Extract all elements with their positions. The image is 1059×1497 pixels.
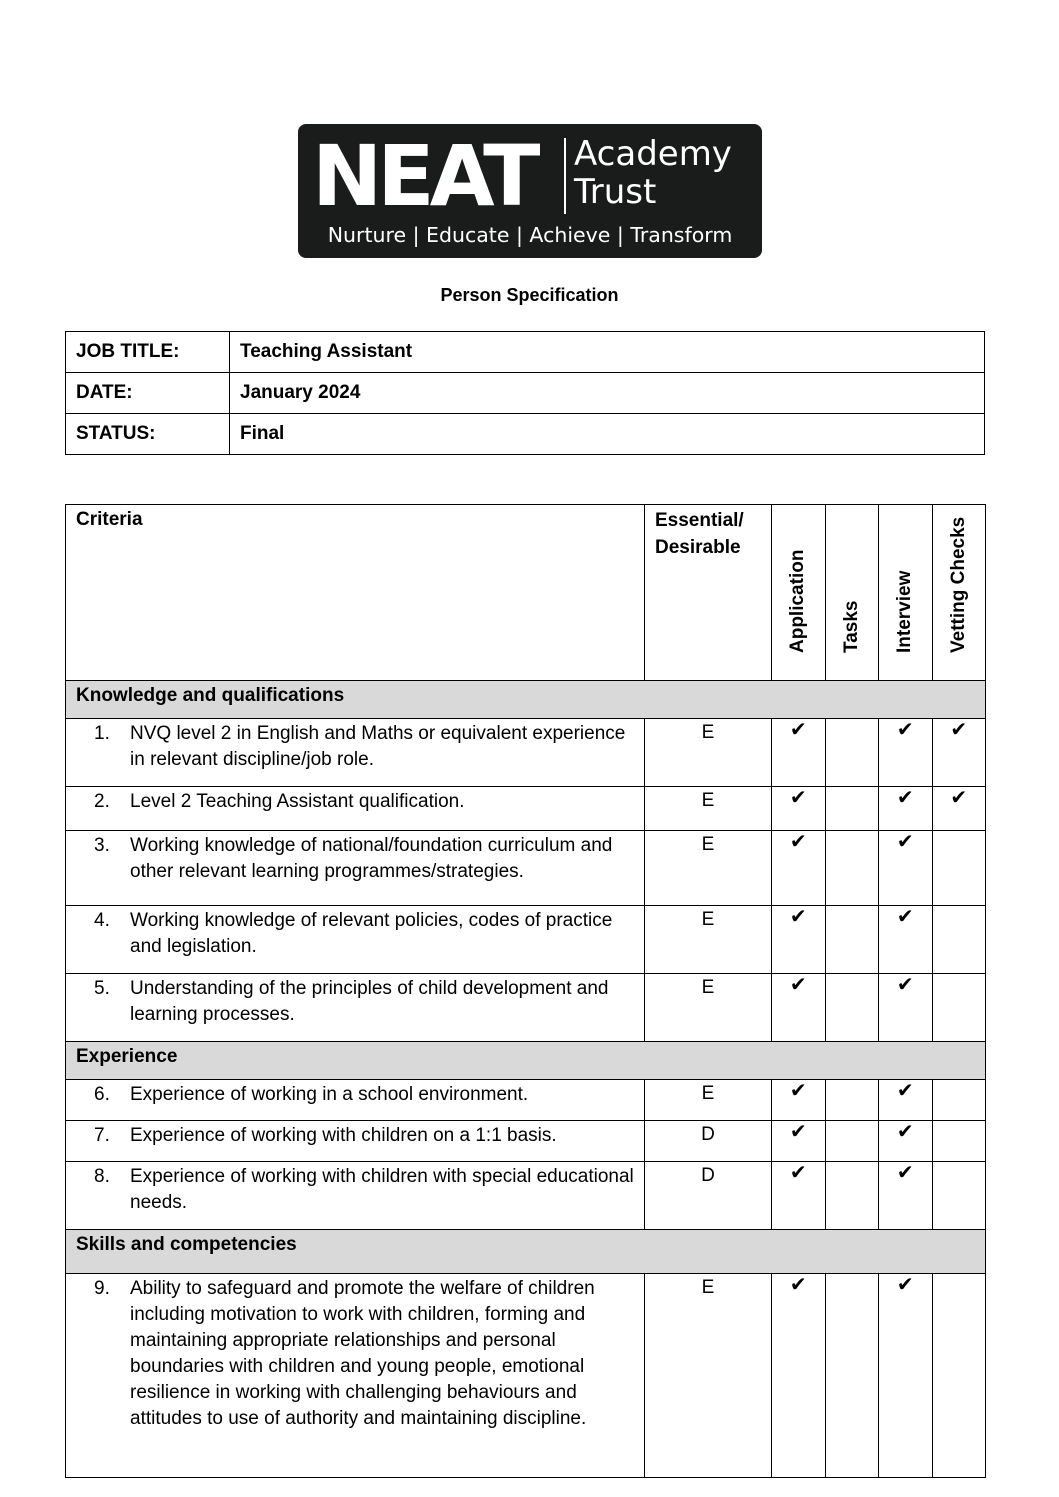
interview-header bbox=[879, 505, 933, 681]
interview-check-cell bbox=[879, 1274, 933, 1478]
job-title-value: Teaching Assistant bbox=[230, 332, 985, 373]
vetting-check-cell bbox=[932, 1162, 986, 1230]
tasks-check-cell bbox=[825, 787, 879, 831]
checkmark-icon: ✔ bbox=[950, 719, 968, 741]
checkmark-icon: ✔ bbox=[789, 1162, 807, 1184]
criteria-number: 7. bbox=[94, 1125, 110, 1146]
checkmark-icon: ✔ bbox=[789, 787, 807, 809]
application-check-cell bbox=[772, 974, 826, 1042]
criteria-number: 5. bbox=[94, 978, 110, 999]
essential-desirable-cell: E bbox=[645, 719, 772, 787]
criteria-row bbox=[66, 787, 986, 831]
tasks-check-cell bbox=[825, 974, 879, 1042]
section-row bbox=[66, 1042, 986, 1080]
application-header bbox=[772, 505, 826, 681]
checkmark-icon: ✔ bbox=[789, 1121, 807, 1143]
section-row bbox=[66, 681, 986, 719]
date-label: DATE: bbox=[66, 373, 230, 414]
vetting-check-cell bbox=[932, 831, 986, 906]
job-info-table bbox=[65, 331, 985, 455]
vetting-check-cell bbox=[932, 974, 986, 1042]
criteria-row bbox=[66, 831, 986, 906]
criteria-text: Working knowledge of national/foundation curriculum and other relevant learning programmes/strategies. bbox=[130, 835, 613, 882]
essential-desirable-cell: D bbox=[645, 1121, 772, 1162]
checkmark-icon: ✔ bbox=[896, 831, 914, 853]
essential-desirable-cell: E bbox=[645, 831, 772, 906]
application-check-cell bbox=[772, 787, 826, 831]
vetting-check-cell bbox=[932, 1121, 986, 1162]
date-value: January 2024 bbox=[230, 373, 985, 414]
criteria-row bbox=[66, 1162, 986, 1230]
criteria-header: Criteria bbox=[66, 505, 645, 681]
logo-line-academy: Academy bbox=[574, 134, 732, 174]
tasks-check-cell bbox=[825, 831, 879, 906]
vetting-check-cell bbox=[932, 906, 986, 974]
interview-header-label: Interview bbox=[894, 570, 916, 653]
criteria-text: Level 2 Teaching Assistant qualification. bbox=[130, 791, 465, 812]
criteria-cell bbox=[66, 1162, 645, 1230]
essential-desirable-cell: E bbox=[645, 906, 772, 974]
criteria-text: Understanding of the principles of child development and learning processes. bbox=[130, 978, 609, 1025]
section-row bbox=[66, 1230, 986, 1274]
checkmark-icon: ✔ bbox=[789, 974, 807, 996]
criteria-text: Working knowledge of relevant policies, codes of practice and legislation. bbox=[130, 910, 613, 957]
criteria-number: 1. bbox=[94, 723, 110, 744]
checkmark-icon: ✔ bbox=[950, 787, 968, 809]
desirable-header-line: Desirable bbox=[655, 537, 741, 558]
tasks-header bbox=[825, 505, 879, 681]
section-title: Skills and competencies bbox=[66, 1230, 986, 1274]
interview-check-cell bbox=[879, 1121, 933, 1162]
interview-check-cell bbox=[879, 1080, 933, 1121]
checkmark-icon: ✔ bbox=[896, 974, 914, 996]
application-check-cell bbox=[772, 906, 826, 974]
criteria-cell bbox=[66, 1274, 645, 1478]
tasks-check-cell bbox=[825, 1162, 879, 1230]
checkmark-icon: ✔ bbox=[789, 831, 807, 853]
logo-tagline: Nurture | Educate | Achieve | Transform bbox=[327, 223, 733, 247]
job-title-row bbox=[66, 332, 985, 373]
essential-header-line: Essential/ bbox=[655, 510, 744, 531]
tasks-check-cell bbox=[825, 1121, 879, 1162]
interview-check-cell bbox=[879, 906, 933, 974]
criteria-cell bbox=[66, 1080, 645, 1121]
checkmark-icon: ✔ bbox=[896, 1162, 914, 1184]
application-check-cell bbox=[772, 719, 826, 787]
interview-check-cell bbox=[879, 787, 933, 831]
criteria-text: Experience of working with children with special educational needs. bbox=[130, 1166, 634, 1213]
criteria-number: 4. bbox=[94, 910, 110, 931]
status-row bbox=[66, 414, 985, 455]
neat-academy-trust-logo bbox=[298, 124, 762, 258]
essential-desirable-cell: E bbox=[645, 1080, 772, 1121]
section-title: Knowledge and qualifications bbox=[66, 681, 986, 719]
interview-check-cell bbox=[879, 831, 933, 906]
application-header-label: Application bbox=[787, 549, 809, 653]
section-title: Experience bbox=[66, 1042, 986, 1080]
criteria-row bbox=[66, 1121, 986, 1162]
checkmark-icon: ✔ bbox=[896, 787, 914, 809]
logo-divider bbox=[564, 138, 566, 214]
application-check-cell bbox=[772, 1080, 826, 1121]
checkmark-icon: ✔ bbox=[896, 719, 914, 741]
criteria-row bbox=[66, 906, 986, 974]
checkmark-icon: ✔ bbox=[896, 1080, 914, 1102]
checkmark-icon: ✔ bbox=[896, 906, 914, 928]
person-specification-table bbox=[65, 504, 986, 1478]
logo-line-trust: Trust bbox=[574, 172, 657, 212]
essential-desirable-cell: E bbox=[645, 1274, 772, 1478]
criteria-cell bbox=[66, 831, 645, 906]
checkmark-icon: ✔ bbox=[789, 1274, 807, 1296]
application-check-cell bbox=[772, 1162, 826, 1230]
vetting-check-cell bbox=[932, 787, 986, 831]
criteria-cell bbox=[66, 787, 645, 831]
criteria-cell bbox=[66, 719, 645, 787]
checkmark-icon: ✔ bbox=[896, 1274, 914, 1296]
criteria-text: Experience of working with children on a 1:1 basis. bbox=[130, 1125, 557, 1146]
interview-check-cell bbox=[879, 1162, 933, 1230]
criteria-text: Ability to safeguard and promote the welfare of children including motivation to work with children, forming and maintaining appropriate relationships and personal boundaries with children and young people, emotional resilience in working with challenging behaviours and attitudes to use of authority and maintaining discipline. bbox=[130, 1278, 595, 1429]
application-check-cell bbox=[772, 1274, 826, 1478]
essential-desirable-cell: D bbox=[645, 1162, 772, 1230]
tasks-check-cell bbox=[825, 1274, 879, 1478]
checkmark-icon: ✔ bbox=[789, 906, 807, 928]
vetting-check-cell bbox=[932, 719, 986, 787]
logo-name: NEAT bbox=[312, 127, 536, 225]
checkmark-icon: ✔ bbox=[789, 719, 807, 741]
vetting-check-cell bbox=[932, 1080, 986, 1121]
status-label: STATUS: bbox=[66, 414, 230, 455]
criteria-number: 2. bbox=[94, 791, 110, 812]
vetting-checks-header bbox=[932, 505, 986, 681]
criteria-cell bbox=[66, 906, 645, 974]
tasks-check-cell bbox=[825, 1080, 879, 1121]
interview-check-cell bbox=[879, 719, 933, 787]
criteria-row bbox=[66, 1274, 986, 1478]
criteria-number: 9. bbox=[94, 1278, 110, 1299]
criteria-cell bbox=[66, 974, 645, 1042]
checkmark-icon: ✔ bbox=[896, 1121, 914, 1143]
tasks-check-cell bbox=[825, 719, 879, 787]
interview-check-cell bbox=[879, 974, 933, 1042]
criteria-number: 8. bbox=[94, 1166, 110, 1187]
criteria-number: 3. bbox=[94, 835, 110, 856]
criteria-cell bbox=[66, 1121, 645, 1162]
status-value: Final bbox=[230, 414, 985, 455]
criteria-row bbox=[66, 1080, 986, 1121]
checkmark-icon: ✔ bbox=[789, 1080, 807, 1102]
vetting-checks-header-label: Vetting Checks bbox=[947, 516, 969, 653]
tasks-header-label: Tasks bbox=[840, 600, 862, 653]
essential-desirable-cell: E bbox=[645, 787, 772, 831]
essential-desirable-header bbox=[645, 505, 772, 681]
document-title: Person Specification bbox=[440, 285, 619, 305]
application-check-cell bbox=[772, 831, 826, 906]
tasks-check-cell bbox=[825, 906, 879, 974]
date-row bbox=[66, 373, 985, 414]
criteria-row bbox=[66, 719, 986, 787]
criteria-row bbox=[66, 974, 986, 1042]
application-check-cell bbox=[772, 1121, 826, 1162]
criteria-number: 6. bbox=[94, 1084, 110, 1105]
criteria-text: NVQ level 2 in English and Maths or equivalent experience in relevant discipline/job role. bbox=[130, 723, 626, 770]
table-header-row bbox=[66, 505, 986, 681]
job-title-label: JOB TITLE: bbox=[66, 332, 230, 373]
criteria-text: Experience of working in a school environment. bbox=[130, 1084, 529, 1105]
vetting-check-cell bbox=[932, 1274, 986, 1478]
essential-desirable-cell: E bbox=[645, 974, 772, 1042]
